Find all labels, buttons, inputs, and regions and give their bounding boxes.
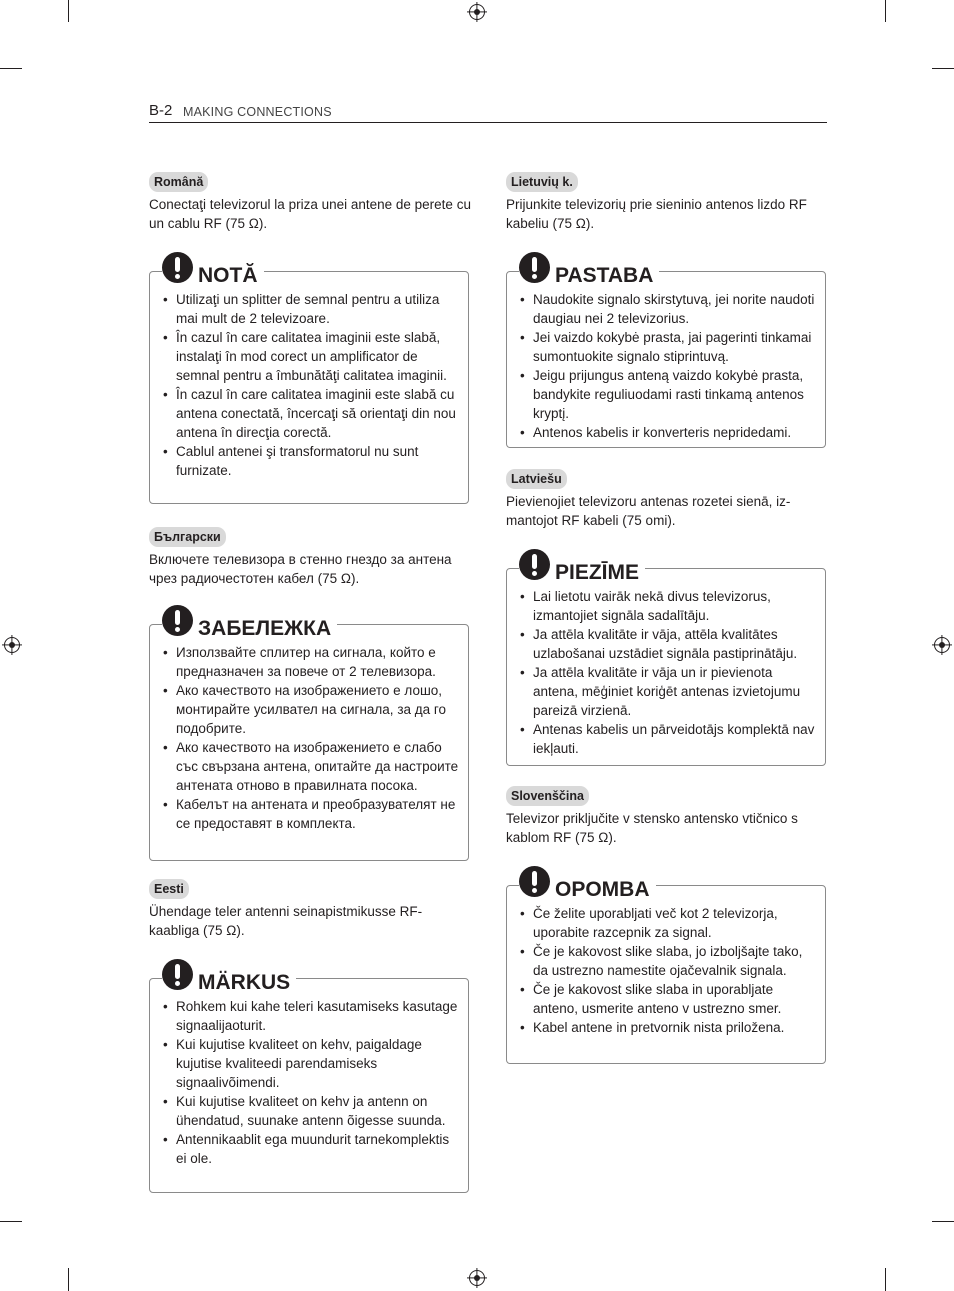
intro-text: Ühendage teler antenni seinapistmikusse RF-kaabliga (75 Ω).	[149, 904, 423, 938]
note-header	[162, 954, 296, 994]
crop-mark	[932, 68, 954, 69]
section-slovenscina	[506, 786, 828, 1035]
list-item: • Antenas kabelis un pārveidotājs komplektā nav iekļauti.	[533, 720, 817, 758]
intro-text: Включете телевизора в стенно гнездо за антена чрез радиочестотен кабел (75 Ω).	[149, 552, 452, 586]
list-item: • Rohkem kui kahe teleri kasutamiseks kasutage signaalijaoturit.	[176, 997, 460, 1035]
list-item: • Jeigu prijungus anteną vaizdo kokybė prasta, bandykite reguliuodami rasti tinkamą antenos kryptį.	[533, 366, 817, 423]
list-item: • Кабелът на антената и преобразувателят не се предоставят в комплекта.	[176, 795, 460, 833]
note-header	[519, 544, 645, 584]
intro-text: Pievienojiet televizoru antenas rozetei sienā, iz-mantojot RF kabeli (75 omi).	[506, 494, 791, 528]
crop-mark	[68, 0, 69, 22]
note-header	[162, 600, 337, 640]
note-box	[149, 971, 469, 1193]
intro-text: Conectaţi televizorul la priza unei antene de perete cu un cablu RF (75 Ω).	[149, 197, 471, 231]
exclamation-icon	[519, 549, 550, 580]
note-list	[150, 272, 468, 480]
section-latviesu	[506, 469, 828, 756]
note-title: PIEZĪME	[555, 561, 640, 584]
note-list	[507, 886, 825, 1037]
section-romana	[149, 172, 471, 478]
section-lietuviu	[506, 172, 828, 440]
language-label: Български	[149, 527, 226, 547]
note-list	[150, 979, 468, 1168]
exclamation-icon	[162, 959, 193, 990]
note-title: ЗАБЕЛЕЖКА	[198, 617, 332, 640]
language-label: Slovenščina	[506, 786, 589, 806]
crop-mark	[0, 68, 22, 69]
crop-mark	[885, 0, 886, 22]
note-box	[149, 617, 469, 861]
registration-mark-icon	[4, 637, 20, 653]
language-label: Lietuvių k.	[506, 172, 578, 192]
registration-mark-icon	[934, 637, 950, 653]
list-item: • Jei vaizdo kokybė prasta, jai pagerinti tinkamai sumontuokite signalo stiprintuvą.	[533, 328, 817, 366]
note-header	[162, 247, 264, 287]
language-label: Română	[149, 172, 208, 192]
list-item: • Cablul antenei şi transformatorul nu sunt furnizate.	[176, 442, 460, 480]
intro-text: Televizor priključite v stensko antensko vtičnico s kablom RF (75 Ω).	[506, 811, 798, 845]
list-item: • În cazul în care calitatea imaginii este slabă cu antena conectată, încercaţi să orientaţi din nou antena în direcţia corectă.	[176, 385, 460, 442]
list-item: • Če je kakovost slike slaba, jo izboljšajte tako, da ustrezno namestite ojačevalnik signala.	[533, 942, 817, 980]
page-number: B-2	[149, 102, 173, 119]
note-list	[507, 569, 825, 758]
exclamation-icon	[519, 252, 550, 283]
exclamation-icon	[162, 605, 193, 636]
note-title: NOTĂ	[198, 264, 258, 287]
list-item: • Utilizaţi un splitter de semnal pentru a utiliza mai mult de 2 televizoare.	[176, 290, 460, 328]
exclamation-icon	[162, 252, 193, 283]
note-box	[506, 561, 826, 766]
crop-mark	[0, 1221, 22, 1222]
list-item: • Kui kujutise kvaliteet on kehv, paigaldage kujutise kvaliteedi parendamiseks signaalivõimendi.	[176, 1035, 460, 1092]
note-title: OPOMBA	[555, 878, 650, 901]
page-header	[149, 102, 827, 123]
intro-text: Prijunkite televizorių prie sieninio antenos lizdo RF kabeliu (75 Ω).	[506, 197, 807, 231]
note-title: MÄRKUS	[198, 971, 291, 994]
note-list	[507, 272, 825, 442]
exclamation-icon	[519, 866, 550, 897]
list-item: • Antennikaablit ega muundurit tarnekomplektis ei ole.	[176, 1130, 460, 1168]
list-item: • Naudokite signalo skirstytuvą, jei norite naudoti daugiau nei 2 televizorius.	[533, 290, 817, 328]
note-list	[150, 625, 468, 833]
note-box	[149, 264, 469, 504]
language-label: Latviešu	[506, 469, 567, 489]
list-item: • Kui kujutise kvaliteet on kehv ja antenn on ühendatud, suunake antenn õigesse suunda.	[176, 1092, 460, 1130]
list-item: • Използвайте сплитер на сигнала, който е предназначен за повече от 2 телевизора.	[176, 643, 460, 681]
section-bulgarian	[149, 527, 471, 831]
section-title: MAKING CONNECTIONS	[183, 105, 332, 119]
registration-mark-icon	[469, 4, 485, 20]
list-item: • Ja attēla kvalitāte ir vāja, attēla kvalitātes uzlabošanai uzstādiet signāla pastiprinātāju.	[533, 625, 817, 663]
list-item: • Ако качеството на изображението е слабо със свързана антена, опитайте да настроите антената отново в правилната посока.	[176, 738, 460, 795]
list-item: • Če želite uporabljati več kot 2 televizorja, uporabite razcepnik za signal.	[533, 904, 817, 942]
note-header	[519, 861, 656, 901]
crop-mark	[885, 1268, 886, 1291]
crop-mark	[932, 1221, 954, 1222]
list-item: • Ja attēla kvalitāte ir vāja un ir pievienota antena, mēģiniet koriģēt antenas izvietojumu pareizā virzienā.	[533, 663, 817, 720]
note-box	[506, 878, 826, 1064]
registration-mark-icon	[469, 1270, 485, 1286]
list-item: • Antenos kabelis ir konverteris nepridedami.	[533, 423, 817, 442]
note-header	[519, 247, 659, 287]
list-item: • Lai lietotu vairāk nekā divus televizorus, izmantojiet signāla sadalītāju.	[533, 587, 817, 625]
section-eesti	[149, 879, 471, 1166]
note-title: PASTABA	[555, 264, 654, 287]
crop-mark	[68, 1268, 69, 1291]
list-item: • Kabel antene in pretvornik nista priložena.	[533, 1018, 817, 1037]
note-box	[506, 264, 826, 448]
list-item: • Ако качеството на изображението е лошо, монтирайте усилвател на сигнала, за да го подобрите.	[176, 681, 460, 738]
list-item: • În cazul în care calitatea imaginii este slabă, instalaţi în mod corect un amplificator de semnal pentru a îmbunătăţi calitatea imaginii.	[176, 328, 460, 385]
language-label: Eesti	[149, 879, 189, 899]
list-item: • Če je kakovost slike slaba in uporabljate anteno, usmerite anteno v ustrezno smer.	[533, 980, 817, 1018]
